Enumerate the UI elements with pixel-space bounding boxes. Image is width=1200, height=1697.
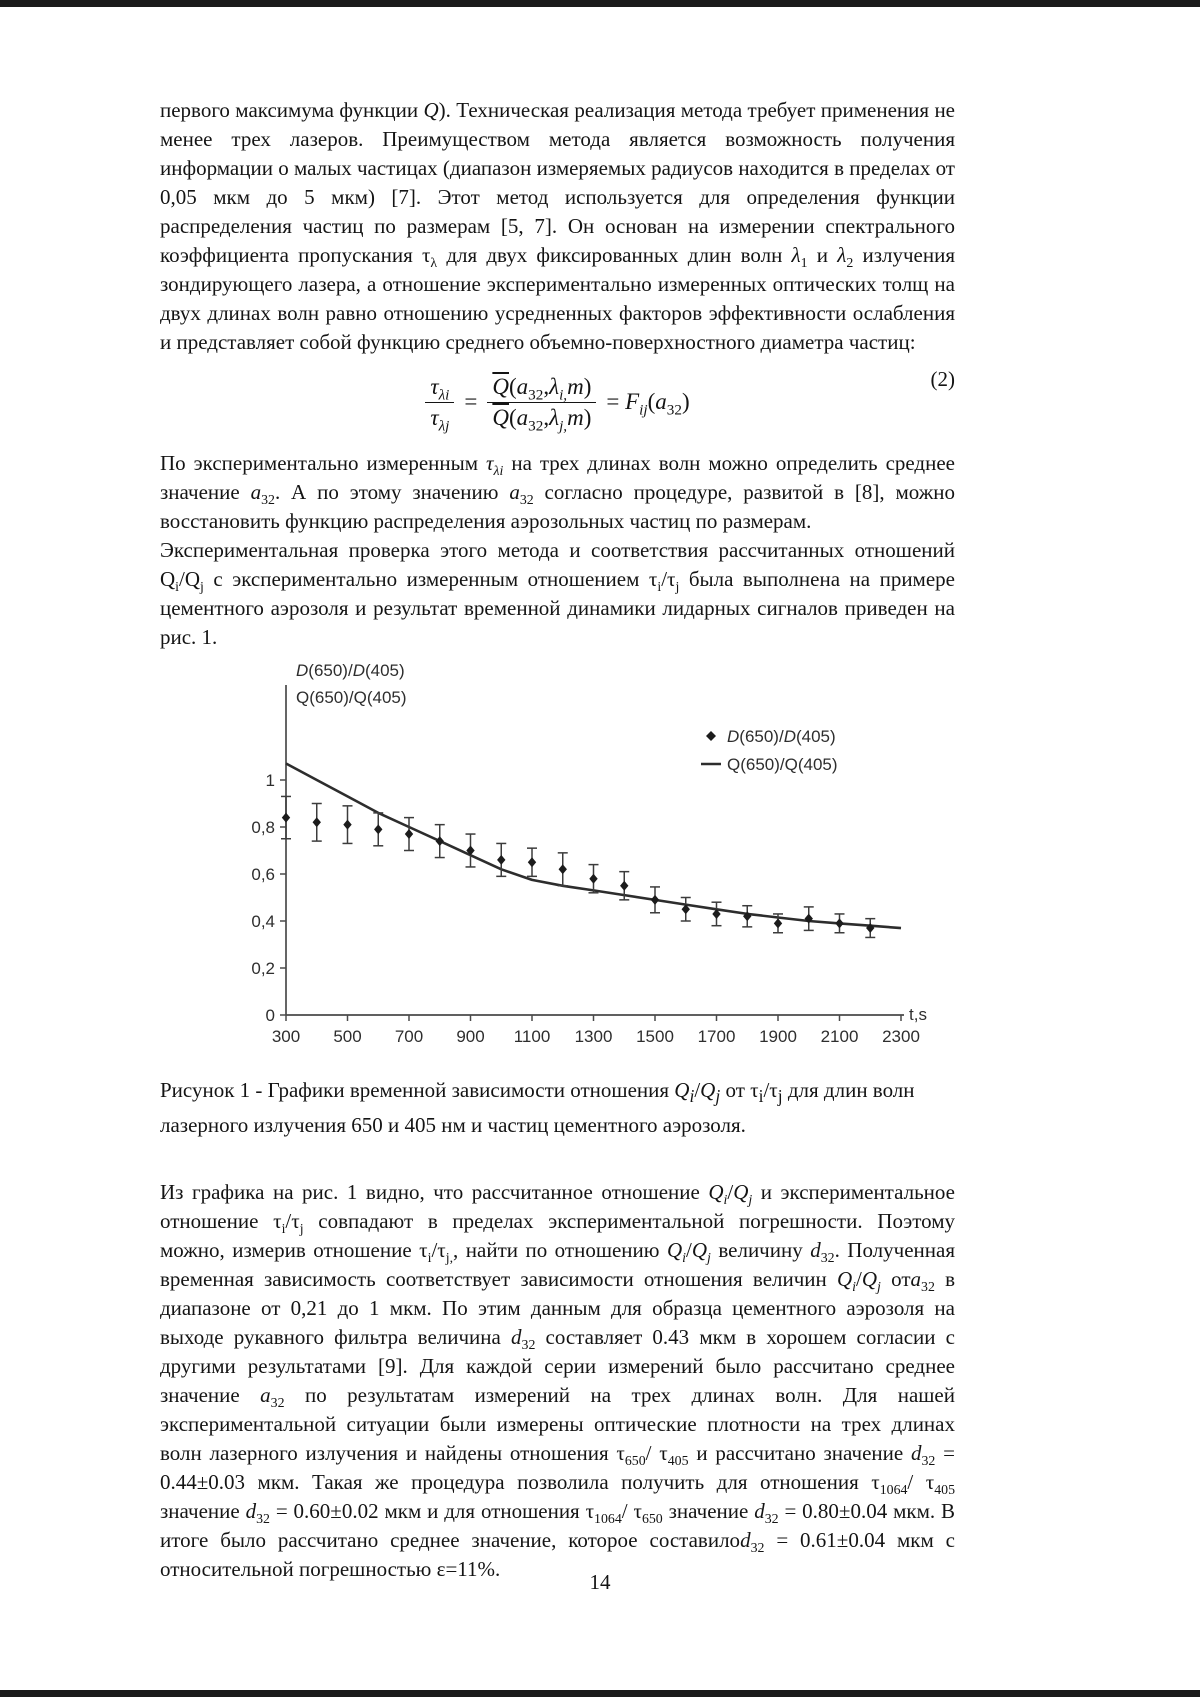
- svg-text:D(650)/D(405): D(650)/D(405): [296, 661, 405, 680]
- svg-text:Q(650)/Q(405): Q(650)/Q(405): [727, 755, 838, 774]
- svg-text:1300: 1300: [574, 1027, 613, 1046]
- svg-text:1: 1: [265, 771, 275, 790]
- svg-text:700: 700: [394, 1027, 424, 1046]
- svg-text:1500: 1500: [636, 1027, 674, 1046]
- paragraph-a32-procedure: По экспериментально измеренным $\tau_{\lambda i}$ на трех длинах волн можно определить среднее значение $a_{32}$. А по этому значению $a_{32}$ согласно процедуре, развитой в [8], можно восстановить функцию распределения аэрозольных частиц по размерам.: [160, 451, 955, 533]
- svg-text:1100: 1100: [513, 1027, 551, 1046]
- scan-edge-top: [0, 0, 1200, 7]
- svg-text:0,6: 0,6: [251, 865, 275, 884]
- equation-block: [160, 363, 955, 441]
- svg-text:900: 900: [456, 1027, 485, 1046]
- svg-text:1900: 1900: [759, 1027, 797, 1046]
- tau-ratio-fraction: [425, 373, 454, 435]
- svg-text:0,4: 0,4: [251, 912, 275, 931]
- page-content: [160, 96, 955, 1584]
- svg-text:300: 300: [271, 1027, 301, 1046]
- equals-sign: =: [464, 389, 478, 414]
- tau-denominator: $\tau_{\lambda j}$: [430, 404, 450, 435]
- equation-result: = $F_{ij}(a_{32})$: [606, 389, 690, 419]
- svg-text:Q(650)/Q(405): Q(650)/Q(405): [296, 688, 407, 707]
- svg-text:2300: 2300: [882, 1027, 920, 1046]
- svg-text:500: 500: [333, 1027, 362, 1046]
- svg-text:0: 0: [265, 1006, 275, 1025]
- svg-text:0,2: 0,2: [251, 959, 275, 978]
- svg-text:2100: 2100: [820, 1027, 859, 1046]
- paragraph-results: Из графика на рис. 1 видно, что рассчитанное отношение $Q_i/Q_j$ и экспериментальное отношение $\tau_i/\tau_j$ совпадают в пределах экспериментальной погрешности. Поэтому можно, измерив отношение $\tau_i/\tau_{j,}$, найти по отношению $Q_i/Q_j$ величину $d_{32}$. Полученная временная зависимость соответствует зависимости отношения величин $Q_i/Q_j$ отa$_{32}$ в диапазоне от 0,21 до 1 мкм. По этим данным для образца цементного аэрозоля на выходе рукавного фильтра величина $d_{32}$ составляет 0.43 мкм в хорошем согласии с другими результатами [9]. Для каждой серии измерений было рассчитано среднее значение $a_{32}$ по результатам измерений на трех длинах волн. Для нашей экспериментальной ситуации были измерены оптические плотности на трех длинах волн лазерного излучения и найдены отношения $\tau_{650}/$ $\tau_{405}$ и рассчитано значение $d_{32} = 0.44\pm 0.03$ мкм. Такая же процедура позволила получить для отношения $\tau_{1064}/$ $\tau_{405}$ значение $d_{32} = 0.60\pm 0.02$ мкм и для отношения $\tau_{1064}/$ $\tau_{650}$ значение $d_{32} = 0.80\pm 0.04$ мкм. В итоге было рассчитано среднее значение, которое составилоd$_{32}$ = 0.61±0.04 мкм с относительной погрешностью ε=11%.: [160, 1180, 956, 1582]
- equation-2: [425, 373, 690, 435]
- paragraph-experimental-check: Экспериментальная проверка этого метода и соответствия рассчитанных отношений $Q_i/Q_j$ с экспериментально измеренным отношением $\tau_i/\tau_j$ была выполнена на примере цементного аэрозоля и результат временной динамики лидарных сигналов приведен на рис. 1.: [160, 538, 955, 649]
- q-denominator: $\overline{Q}(a_{32},\lambda_{j,}m)$: [492, 404, 592, 435]
- q-ratio-fraction: [487, 373, 596, 435]
- q-numerator: $\overline{Q}(a_{32},\lambda_{i,}m)$: [487, 374, 596, 403]
- page-number: 14: [589, 1570, 611, 1594]
- figure-1-chart: [248, 660, 938, 1058]
- svg-text:0,8: 0,8: [251, 818, 275, 837]
- figure-1: [248, 660, 938, 1058]
- scan-edge-bottom: [0, 1690, 1200, 1697]
- tau-numerator: $\tau_{\lambda i}$: [425, 374, 454, 403]
- svg-text:D(650)/D(405): D(650)/D(405): [727, 727, 836, 746]
- paragraph-method-description: первого максимума функции Q). Техническая реализация метода требует применения не менее трех лазеров. Преимуществом метода является возможность получения информации о малых частицах (диапазон измеряемых радиусов находится в пределах от 0,05 мкм до 5 мкм) [7]. Этот метод используется для определения функции распределения частиц по размерам [5, 7]. Он основан на измерении спектрального коэффициента пропускания $\tau_\lambda$ для двух фиксированных длин волн $\lambda_1$ и $\lambda_2$ излучения зондирующего лазера, а отношение экспериментально измеренных оптических толщ на двух длинах волн равно отношению усредненных факторов эффективности ослабления и представляет собой функцию среднего объемно-поверхностного диаметра частиц:: [160, 98, 955, 354]
- svg-text:t,s: t,s: [909, 1005, 927, 1024]
- svg-text:1700: 1700: [697, 1027, 736, 1046]
- equation-number: (2): [930, 367, 955, 391]
- figure-1-caption: Рисунок 1 - Графики временной зависимости отношения $Q_i/Q_j$ от $\tau_i/\tau_j$ для длин волн лазерного излучения 650 и 405 нм и частиц цементного аэрозоля.: [160, 1078, 915, 1138]
